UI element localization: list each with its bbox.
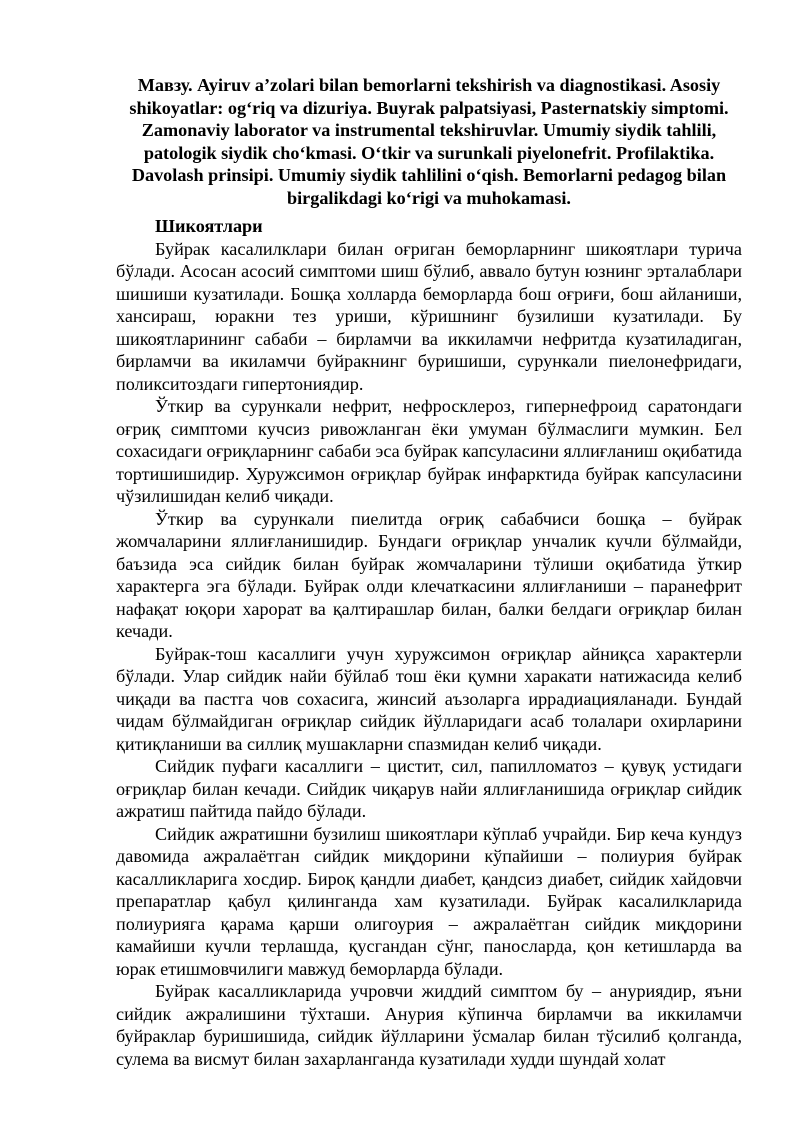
paragraph: Буйрак касалликларида учровчи жиддий симптом бу – ануриядир, яъни сийдик ажралишини тўхташи. Анурия кўпинча бирламчи ва иккиламчи буйраклар буришишида, сийдик йўлларини ўсмалар билан тўсилиб қолганда, сулема ва висмут билан захарланганда кузатилади худди шундай холат <box>116 981 742 1069</box>
paragraph: Ўткир ва сурункали нефрит, нефросклероз, гипернефроид саратондаги оғриқ симптоми кучсиз ривожланган ёки умуман бўлмаслиги мумкин. Бел сохасидаги оғриқларнинг сабаби эса буйрак капсуласини яллиғланиш оқибатида тортишишидир. Хуружсимон оғриқлар буйрак инфарктида буйрак капсуласини чўзилишидан келиб чиқади. <box>116 396 742 506</box>
paragraph: Буйрак-тош касаллиги учун хуружсимон оғриқлар айниқса характерли бўлади. Улар сийдик найи бўйлаб тош ёки қумни харакати натижасида келиб чиқади ва пастга чов сохасига, жинсий аъзоларга иррадиацияланади. Бундай чидам бўлмайдиган оғриқлар сийдик йўлларидаги асаб толалари охирларини қитиқланиши ва силлиқ мушакларни спазмидан келиб чиқади. <box>116 643 742 754</box>
document-body <box>116 74 742 1070</box>
paragraph: Сийдик ажратишни бузилиш шикоятлари кўплаб учрайди. Бир кеча кундуз давомида ажралаётган сийдик миқдорини кўпайиши – полиурия буйрак касалликларига хосдир. Бироқ қандли диабет, қандсиз диабет, сийдик хайдовчи препаратлар қабул қилинганда хам кузатилади. Буйрак касалилкларида полиурияга қарама қарши олигоурия – ажралаётган сийдик миқдорини камайиши кучли терлашда, қусгандан сўнг, паносларда, қон кетишларда ва юрак етишмовчилиги мавжуд беморларда бўлади. <box>116 823 742 979</box>
paragraph: Сийдик пуфаги касаллиги – цистит, сил, папилломатоз – қувуқ устидаги оғриқлар билан кечади. Сийдик чиқарув найи яллиғланишида оғриқлар сийдик ажратиш пайтида пайдо бўлади. <box>116 756 742 821</box>
section-heading: Шикоятлари <box>155 216 263 236</box>
paragraph: Ўткир ва сурункали пиелитда оғриқ сабабчиси бошқа – буйрак жомчаларини яллиғланишидир. Бундаги оғриқлар унчалик кучли бўлмайди, баъзида эса сийдик билан буйрак жомчаларини тўлиши оқибатида ўткир характерга эга бўлади. Буйрак олди клечаткасини яллиғланиши – паранефрит нафақат юқори харорат ва қалтирашлар билан, балки белдаги оғриқлар билан кечади. <box>116 508 742 641</box>
document-title: Мавзу. Ayiruv a’zolari bilan bemorlarni tekshirish va diagnostikasi. Asosiy shikoyatlar: og‘riq va dizuriya. Buyrak palpatsiyasi, Pasternatskiy simptomi. Zamonaviy laborator va instrumental tekshiruvlar. Umumiy siydik tahlili, patologik siydik cho‘kmasi. O‘tkir va surunkali piyelonefrit. Profilaktika. Davolash prinsipi. Umumiy siydik tahlilini o‘qish. Bemorlarni pedagog bilan birgalikdagi ko‘rigi va muhokamasi. <box>129 75 729 208</box>
paragraph: Буйрак касалилклари билан оғриган беморларнинг шикоятлари турича бўлади. Асосан асосий симптоми шиш бўлиб, аввало бутун юзнинг эрталаблари шишиши кузатилади. Бошқа холларда беморларда бош оғриғи, бош айланиши, хансираш, юракни тез уриши, кўришнинг бузилиши кузатилади. Бу шикоятларининг сабаби – бирламчи ва иккиламчи нефритда кузатиладиган, бирламчи ва икиламчи буйракнинг буришиши, сурункали пиелонефридаги, поликситоздаги гипертониядир. <box>116 238 742 394</box>
